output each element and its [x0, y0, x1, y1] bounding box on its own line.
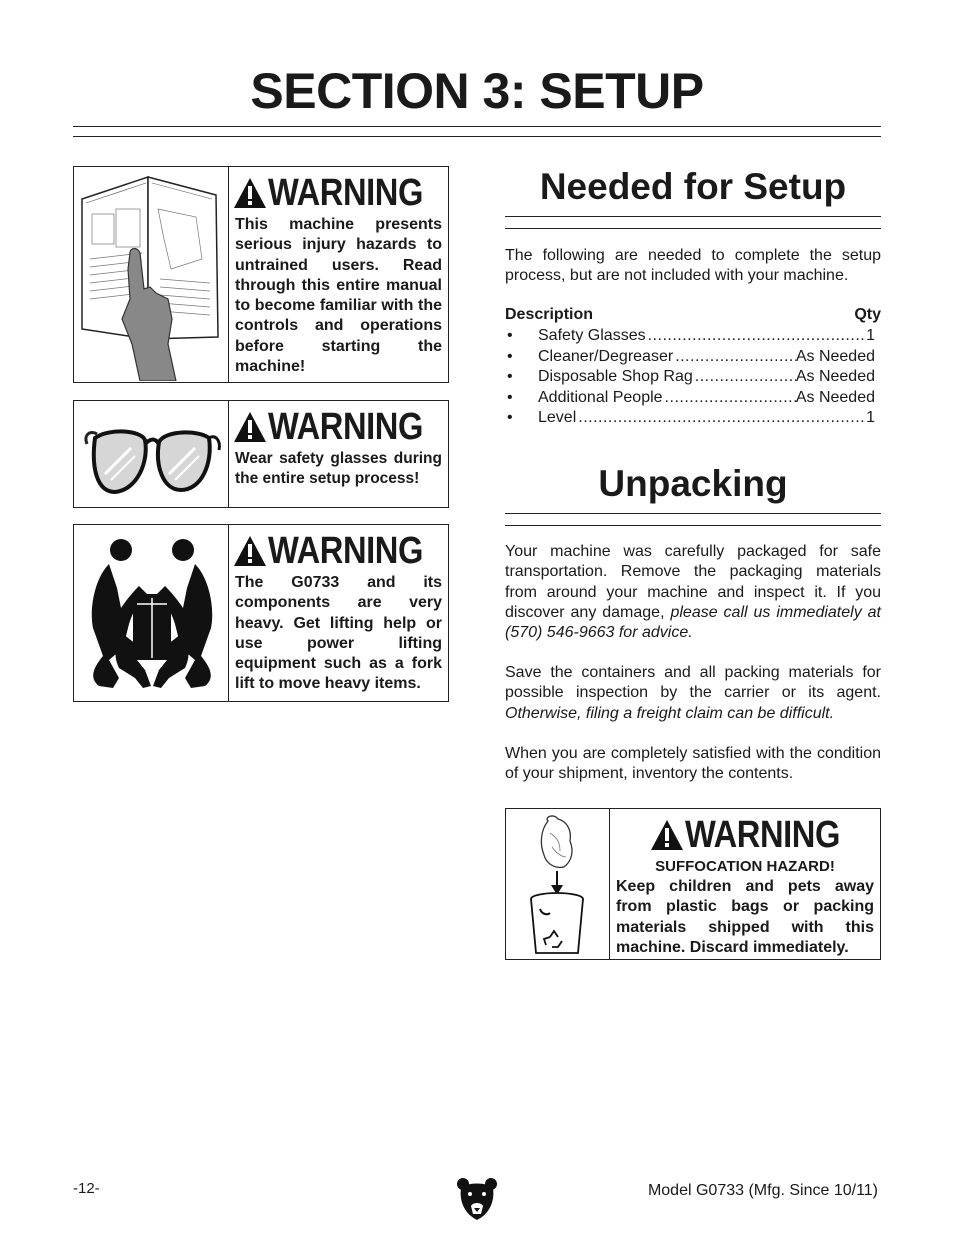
exclamation-triangle-icon [233, 411, 267, 443]
unpacking-paragraph-3: When you are completely satisfied with the condition of your shipment, inventory the contents. [505, 745, 881, 783]
needed-table-header [505, 306, 881, 324]
heading-rule-bottom [505, 228, 881, 229]
warning-text: Wear safety glasses during the entire setup process! [235, 450, 442, 487]
warning-word: WARNING [268, 172, 423, 214]
title-rule-top [73, 126, 881, 127]
unpacking-heading: Unpacking [598, 463, 788, 504]
col-qty: Qty [854, 306, 881, 323]
manual-reading-icon [74, 167, 229, 382]
warning-box-manual [73, 166, 449, 383]
list-item: • Additional People ..... As Needed [505, 388, 875, 409]
warning-header [616, 813, 874, 857]
unpacking-paragraph-1: Your machine was carefully packaged for safe transportation. Remove the packaging materials from around your machine and inspect it. If you discover any damage, please call us immediately at (570) 546-9663 for advice. [505, 543, 881, 642]
warning-word: WARNING [685, 814, 841, 856]
section-title: SECTION 3: SETUP [250, 63, 704, 119]
needed-intro: The following are needed to complete the setup process, but are not included with your machine. [505, 247, 881, 285]
heading-rule-top [505, 216, 881, 217]
model-info: Model G0733 (Mfg. Since 10/11) [647, 1182, 878, 1199]
warning-header [233, 171, 442, 215]
warning-text: This machine presents serious injury hazards to untrained users. Read through this entire manual to become familiar with the controls and operations before starting the machine! [235, 216, 442, 376]
warning-word: WARNING [268, 406, 423, 448]
page-number: -12- [73, 1180, 100, 1197]
safety-glasses-icon [74, 401, 229, 507]
needed-for-setup-heading: Needed for Setup [539, 166, 847, 207]
list-item: • Level ..... 1 [505, 408, 875, 429]
grizzly-bear-logo [455, 1176, 499, 1227]
list-item: • Disposable Shop Rag ..... As Needed [505, 367, 875, 388]
warning-box-lifting [73, 524, 449, 702]
needed-items-list [505, 326, 875, 429]
list-item: • Safety Glasses ..... 1 [505, 326, 875, 347]
heading-rule-top [505, 513, 881, 514]
plastic-bag-trash-icon [506, 809, 610, 959]
exclamation-triangle-icon [650, 819, 684, 851]
heading-rule-bottom [505, 525, 881, 526]
col-description: Description [505, 306, 594, 323]
warning-word: WARNING [268, 530, 423, 572]
warning-header [233, 405, 442, 449]
unpacking-paragraph-2: Save the containers and all packing materials for possible inspection by the carrier or its agent. Otherwise, filing a freight claim can be difficult. [505, 664, 881, 722]
exclamation-triangle-icon [233, 177, 267, 209]
warning-box-glasses [73, 400, 449, 508]
exclamation-triangle-icon [233, 535, 267, 567]
lifting-people-icon [74, 525, 229, 701]
warning-header [233, 529, 442, 573]
warning-text: The G0733 and its components are very heavy. Get lifting help or use power lifting equipment such as a fork lift to move heavy items. [235, 574, 442, 693]
warning-text: Keep children and pets away from plastic bags or packing materials shipped with this machine. Discard immediately. [616, 878, 874, 956]
list-item: • Cleaner/Degreaser ..... As Needed [505, 347, 875, 368]
warning-subtitle: SUFFOCATION HAZARD! [655, 858, 835, 875]
title-rule-bottom [73, 136, 881, 137]
warning-box-suffocation [505, 808, 881, 960]
